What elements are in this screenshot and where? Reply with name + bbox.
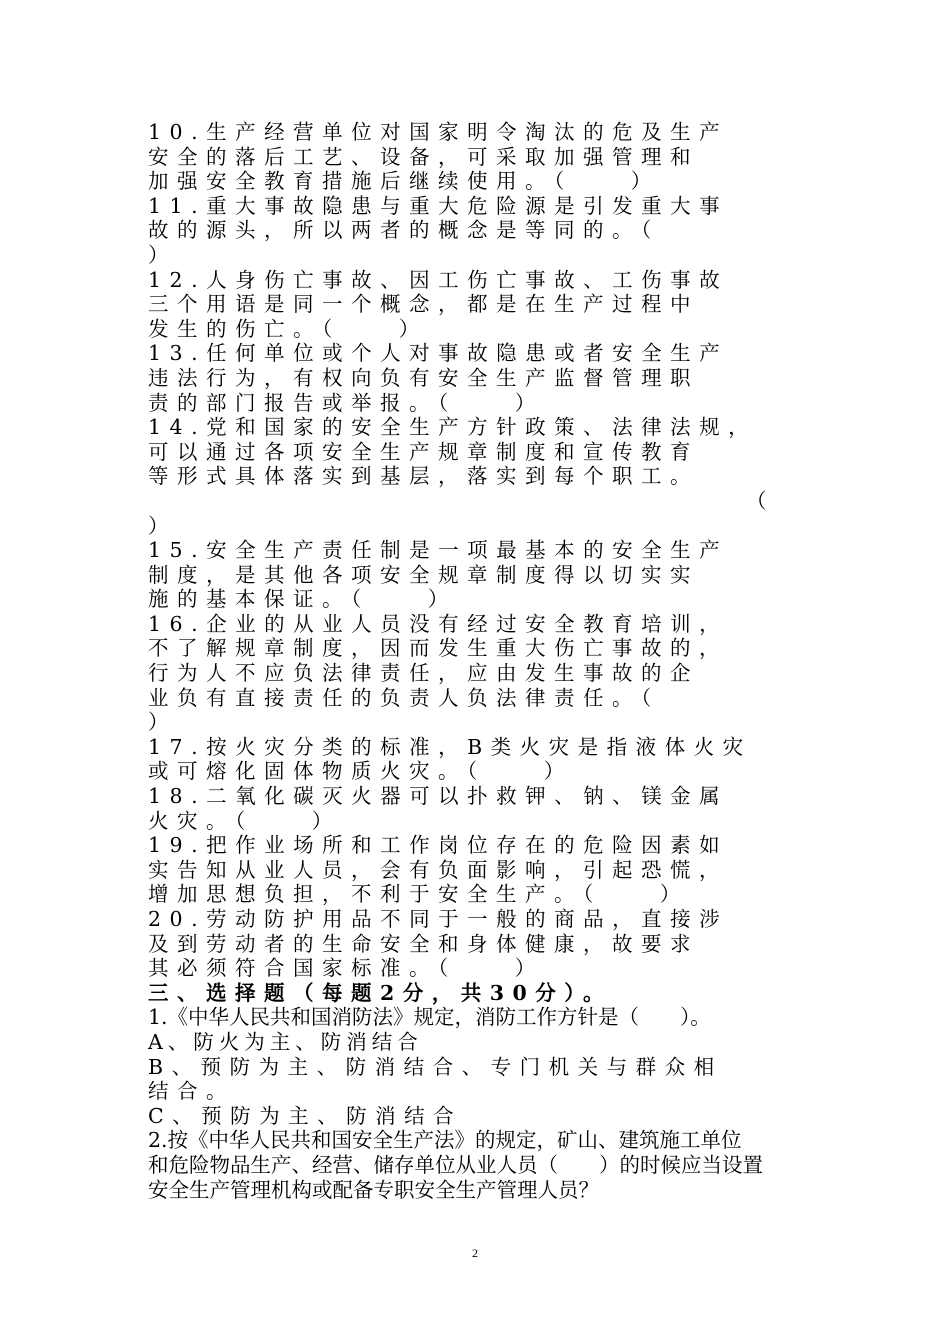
text-line: 安全生产管理机构或配备专职安全生产管理人员？ <box>148 1177 599 1202</box>
document-body <box>148 120 808 1202</box>
text-line: 16.企业的从业人员没有经过安全教育培训， <box>148 611 729 636</box>
text-line: 20.劳动防护用品不同于一般的商品，直接涉 <box>148 907 729 931</box>
text-line: 业负有直接责任的负责人负法律责任。（ <box>148 685 660 710</box>
text-line: 增加思想负担，不利于安全生产。（ ） <box>148 882 689 907</box>
text-line: 15.安全生产责任制是一项最基本的安全生产 <box>148 538 729 563</box>
text-line: 可以通过各项安全生产规章制度和宣传教育 <box>148 439 699 464</box>
text-line: 19.把作业场所和工作岗位存在的危险因素如 <box>148 833 729 858</box>
text-line: （ <box>746 488 775 513</box>
text-line: 及到劳动者的生命安全和身体健康，故要求 <box>148 931 699 956</box>
text-line: 2.按《中华人民共和国安全生产法》的规定，矿山、建筑施工单位 <box>148 1128 742 1153</box>
text-line: 责的部门报告或举报。（ ） <box>148 390 544 415</box>
text-line: 三、选择题（每题2分，共30分）。 <box>148 980 613 1005</box>
text-line: 火灾。（ ） <box>148 808 341 833</box>
text-line: 或可熔化固体物质火灾。（ ） <box>148 759 573 784</box>
text-line: 12.人身伤亡事故、因工伤亡事故、工伤事故 <box>148 267 729 292</box>
text-line: ） <box>148 710 177 735</box>
text-line: 违法行为，有权向负有安全生产监督管理职 <box>148 365 699 390</box>
text-line: 三个用语是同一个概念，都是在生产过程中 <box>148 292 699 317</box>
text-line: 等形式具体落实到基层，落实到每个职工。 <box>148 464 699 489</box>
text-line: B、预防为主、防消结合、专门机关与群众相 <box>148 1054 723 1079</box>
text-line: 其必须符合国家标准。（ ） <box>148 956 544 981</box>
text-line: 加强安全教育措施后继续使用。（ ） <box>148 169 660 194</box>
text-line: 制度，是其他各项安全规章制度得以切实实 <box>148 562 699 587</box>
text-line: C、预防为主、防消结合 <box>148 1103 463 1128</box>
text-line: 不了解规章制度，因而发生重大伤亡事故的， <box>148 636 728 661</box>
text-line: 13.任何单位或个人对事故隐患或者安全生产 <box>148 341 729 366</box>
text-line: 14.党和国家的安全生产方针政策、法律法规， <box>148 415 758 440</box>
text-line: 行为人不应负法律责任，应由发生事故的企 <box>148 661 699 686</box>
text-line: ） <box>148 242 177 267</box>
text-line: 17.按火灾分类的标准，B类火灾是指液体火灾 <box>148 734 752 759</box>
text-line: 18.二氧化碳灭火器可以扑救钾、钠、镁金属 <box>148 784 729 809</box>
text-line: A、防火为主、防消结合 <box>148 1029 423 1054</box>
text-line: 施的基本保证。（ ） <box>148 587 457 612</box>
text-line: 10.生产经营单位对国家明令淘汰的危及生产 <box>148 120 729 144</box>
text-line: 和危险物品生产、经营、储存单位从业人员（ ）的时候应当设置 <box>148 1152 763 1177</box>
text-line: 11.重大事故隐患与重大危险源是引发重大事 <box>148 193 729 218</box>
text-line: 1.《中华人民共和国消防法》规定，消防工作方针是（ ）。 <box>148 1005 711 1030</box>
text-line: 故的源头，所以两者的概念是等同的。（ <box>148 218 660 243</box>
text-line: 实告知从业人员，会有负面影响，引起恐慌， <box>148 857 728 882</box>
text-line: 发生的伤亡。（ ） <box>148 316 428 341</box>
text-line: 结合。 <box>148 1079 235 1104</box>
text-line: ） <box>148 513 177 538</box>
page-number: 2 <box>472 1246 478 1260</box>
text-line: 安全的落后工艺、设备，可采取加强管理和 <box>148 144 699 169</box>
